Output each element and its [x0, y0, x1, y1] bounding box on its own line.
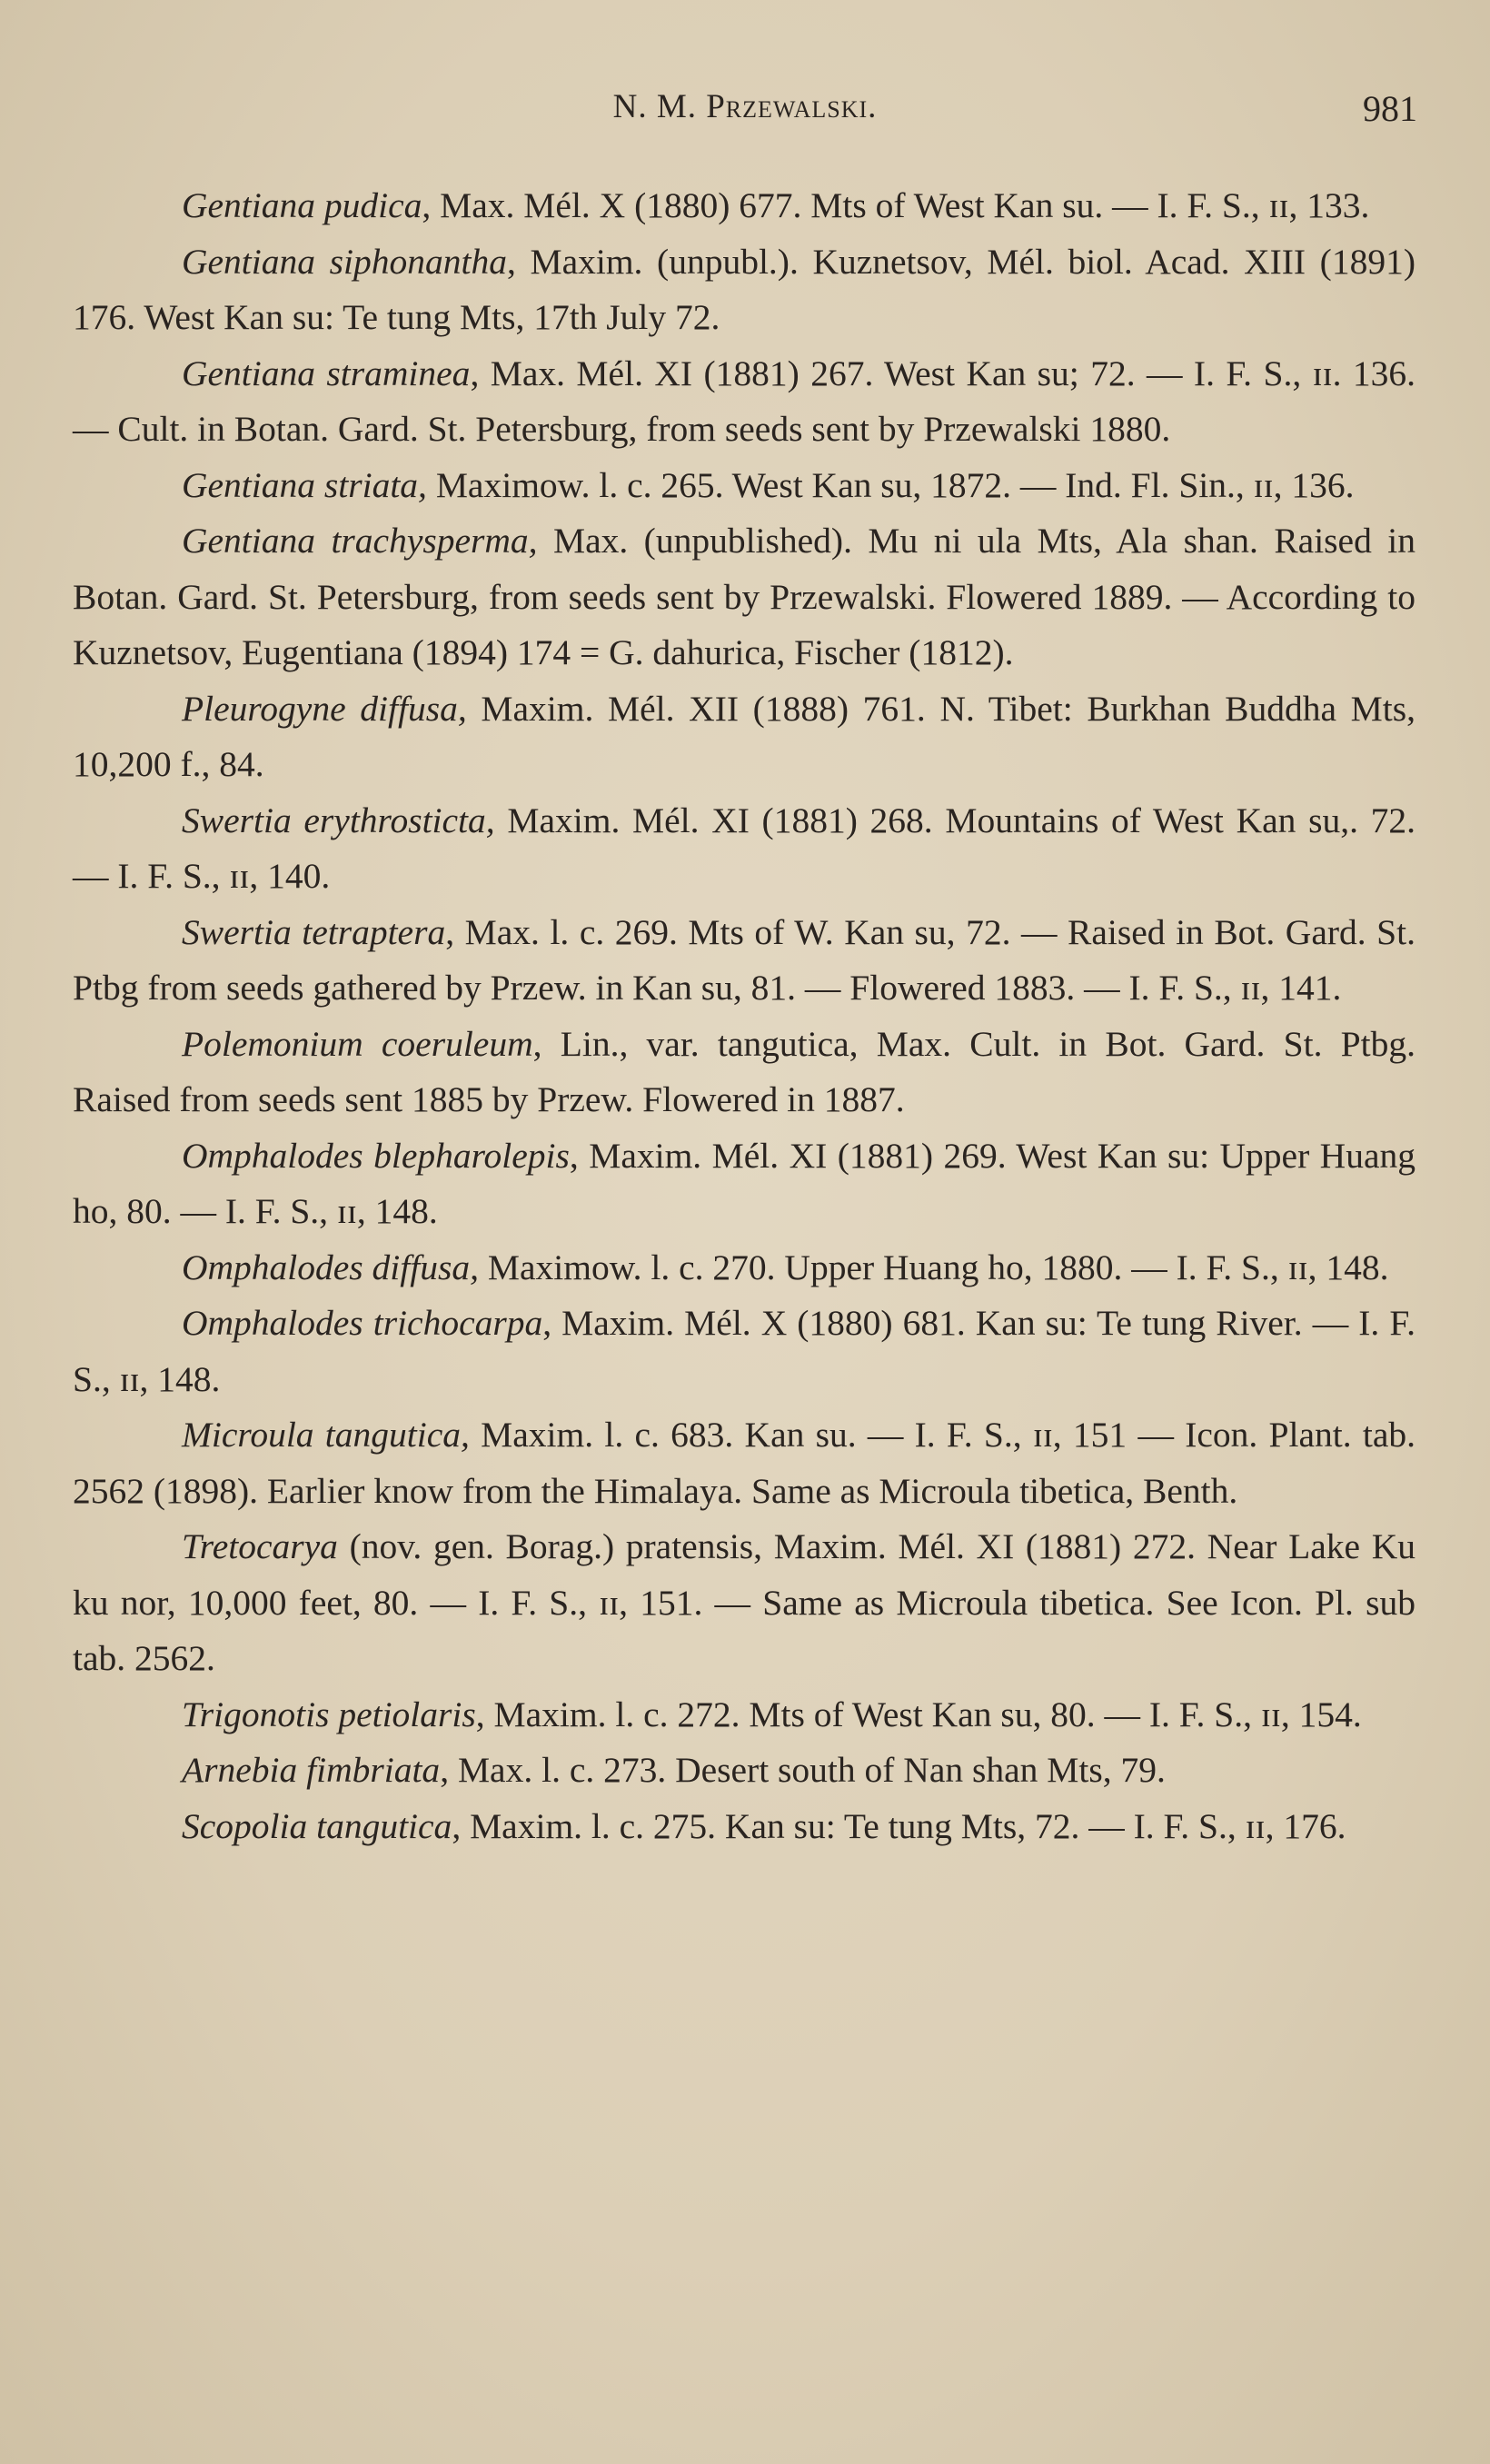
species-citation: Maximow. l. c. 265. West Kan su, 1872. — Ind. Fl. Sin., ɪɪ, 136.	[426, 464, 1355, 505]
species-citation: Maxim. Mél. XI (1881) 268. Mountains of West Kan su,. 72. — I. F. S., ɪɪ, 140.	[73, 800, 1416, 896]
species-citation: , Lin., var. tangutica, Max. Cult. in Bot. Gard. St. Ptbg. Raised from seeds sent 1885 by Przew. Flowered in 1887.	[73, 1023, 1416, 1119]
species-citation: , Maxim. l. c. 275. Kan su: Te tung Mts, 72. — I. F. S., ɪɪ, 176.	[452, 1805, 1346, 1846]
species-name: Tretocarya	[182, 1526, 338, 1566]
species-citation: , Max. l. c. 269. Mts of W. Kan su, 72. — Raised in Bot. Gard. St. Ptbg from seeds gathered by Przew. in Kan su, 81. — Flowered 1883. — I. F. S., ɪɪ, 141.	[73, 911, 1416, 1008]
species-name: Arnebia fimbriata	[182, 1750, 441, 1790]
species-entry	[73, 1240, 1416, 1297]
species-entry	[73, 1799, 1416, 1855]
species-entry	[73, 178, 1416, 234]
page-header	[73, 87, 1417, 142]
species-list	[73, 178, 1416, 1854]
species-entry	[73, 513, 1416, 681]
species-citation: , Maxim. Mél. XI (1881) 269. West Kan su: Upper Huang ho, 80. — I. F. S., ɪɪ, 148.	[73, 1135, 1416, 1231]
species-citation: , Maxim. (unpubl.). Kuznetsov, Mél. biol. Acad. XIII (1891) 176. West Kan su: Te tung Mts, 17th July 72.	[73, 241, 1416, 337]
species-entry	[73, 1743, 1416, 1799]
species-entry	[73, 458, 1416, 514]
species-citation: Maximow. l. c. 270. Upper Huang ho, 1880. — I. F. S., ɪɪ, 148.	[478, 1247, 1389, 1287]
species-name: Gentiana siphonantha	[182, 241, 507, 282]
species-name: Gentiana pudica	[182, 185, 422, 225]
running-head: N. M. Przewalski.	[612, 88, 878, 125]
species-entry	[73, 346, 1416, 458]
species-name: Microula tangutica,	[182, 1415, 470, 1455]
species-name: Swertia tetraptera	[182, 911, 446, 952]
species-name: Scopolia tangutica	[182, 1805, 452, 1846]
species-entry	[73, 681, 1416, 793]
species-citation: , Maxim. l. c. 272. Mts of West Kan su, 80. — I. F. S., ɪɪ, 154.	[475, 1694, 1362, 1734]
species-citation: , Maxim. Mél. X (1880) 681. Kan su: Te tung River. — I. F. S., ɪɪ, 148.	[73, 1303, 1416, 1399]
species-name: Pleurogyne diffusa,	[182, 688, 467, 729]
species-citation: , Max. Mél. XI (1881) 267. West Kan su; 72. — I. F. S., ɪɪ. 136. — Cult. in Botan. Gard. St. Petersburg, from seeds sent by Przewalski 1880.	[73, 353, 1416, 449]
species-entry	[73, 1017, 1416, 1128]
species-name: Gentiana striata,	[182, 464, 427, 505]
species-citation: Maxim. l. c. 683. Kan su. — I. F. S., ɪɪ, 151 — Icon. Plant. tab. 2562 (1898). Earlier know from the Himalaya. Same as Microula tibetica, Benth.	[73, 1415, 1416, 1511]
species-entry	[73, 1128, 1416, 1240]
species-citation: Max. (unpublished). Mu ni ula Mts, Ala shan. Raised in Botan. Gard. St. Petersburg, from seeds sent by Przewalski. Flowered 1889. — According to Kuznetsov, Eugentiana (1894) 174 = G. dahurica, Fischer (1812).	[73, 521, 1416, 672]
species-name: Gentiana straminea	[182, 353, 471, 393]
species-entry	[73, 905, 1416, 1017]
species-citation: , Max. Mél. X (1880) 677. Mts of West Kan su. — I. F. S., ɪɪ, 133.	[422, 185, 1370, 225]
species-name: Omphalodes blepharolepis	[182, 1135, 570, 1176]
species-name: Omphalodes trichocarpa	[182, 1303, 543, 1343]
species-entry	[73, 793, 1416, 905]
species-citation: (nov. gen. Borag.) pratensis, Maxim. Mél. XI (1881) 272. Near Lake Ku ku nor, 10,000 feet, 80. — I. F. S., ɪɪ, 151. — Same as Microula tibetica. See Icon. Pl. sub tab. 2562.	[73, 1526, 1416, 1678]
species-entry	[73, 234, 1416, 346]
species-entry	[73, 1519, 1416, 1687]
species-name: Trigonotis petiolaris	[182, 1694, 476, 1734]
species-citation: Maxim. Mél. XII (1888) 761. N. Tibet: Burkhan Buddha Mts, 10,200 f., 84.	[73, 688, 1416, 784]
species-citation: , Max. l. c. 273. Desert south of Nan shan Mts, 79.	[440, 1750, 1166, 1790]
page-number: 981	[1363, 88, 1417, 129]
species-entry	[73, 1296, 1416, 1407]
species-name: Omphalodes diffusa,	[182, 1247, 479, 1287]
species-name: Polemonium coeruleum	[182, 1023, 533, 1064]
species-name: Swertia erythrosticta,	[182, 800, 495, 840]
species-entry	[73, 1687, 1416, 1744]
species-name: Gentiana trachysperma,	[182, 521, 538, 561]
species-entry	[73, 1407, 1416, 1519]
